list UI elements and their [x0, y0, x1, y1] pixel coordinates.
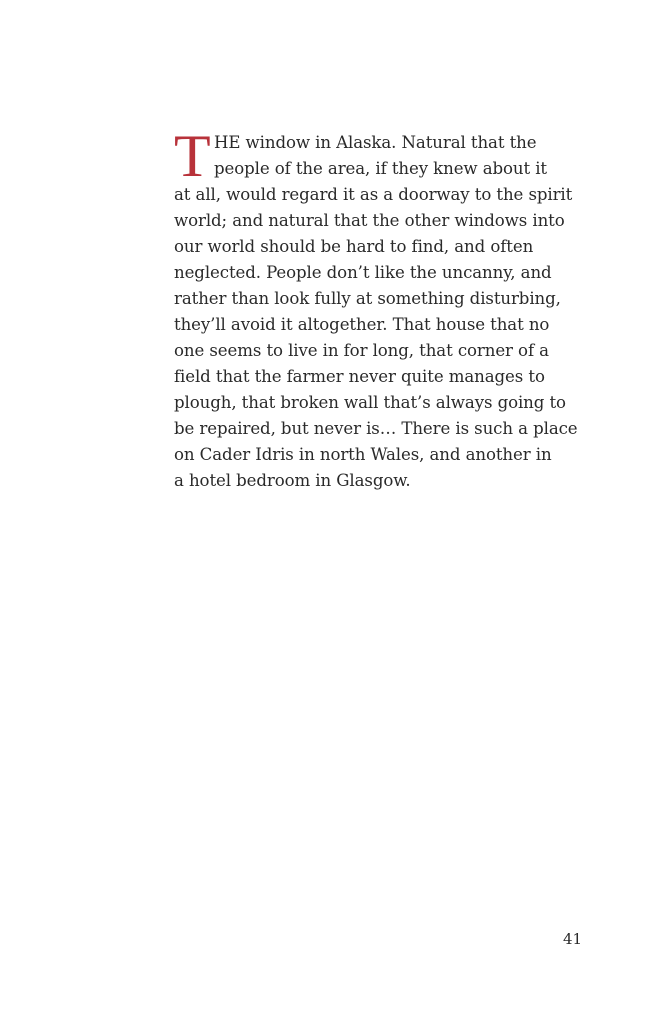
paragraph-line: HE window in Alaska. Natural that the	[214, 133, 537, 152]
paragraph-line: one seems to live in for long, that corner of a	[174, 341, 549, 360]
paragraph-line: field that the farmer never quite manages to	[174, 367, 545, 386]
paragraph-line: plough, that broken wall that’s always going to	[174, 393, 566, 412]
paragraph-line: rather than look fully at something disturbing,	[174, 289, 561, 308]
paragraph-line: be repaired, but never is… There is such a place	[174, 419, 578, 438]
paragraph-line: people of the area, if they knew about it	[214, 159, 548, 178]
paragraph-line: neglected. People don’t like the uncanny, and	[174, 263, 552, 282]
paragraph-line: they’ll avoid it altogether. That house that no	[174, 315, 550, 334]
body-paragraph	[174, 123, 578, 494]
paragraph-line: our world should be hard to find, and often	[174, 237, 534, 256]
drop-cap: T	[174, 123, 211, 189]
paragraph-line: world; and natural that the other windows into	[174, 211, 565, 230]
paragraph-line: a hotel bedroom in Glasgow.	[174, 471, 411, 490]
page-number: 41	[563, 930, 583, 948]
paragraph-line: at all, would regard it as a doorway to the spirit	[174, 185, 573, 204]
paragraph-line: on Cader Idris in north Wales, and another in	[174, 445, 552, 464]
